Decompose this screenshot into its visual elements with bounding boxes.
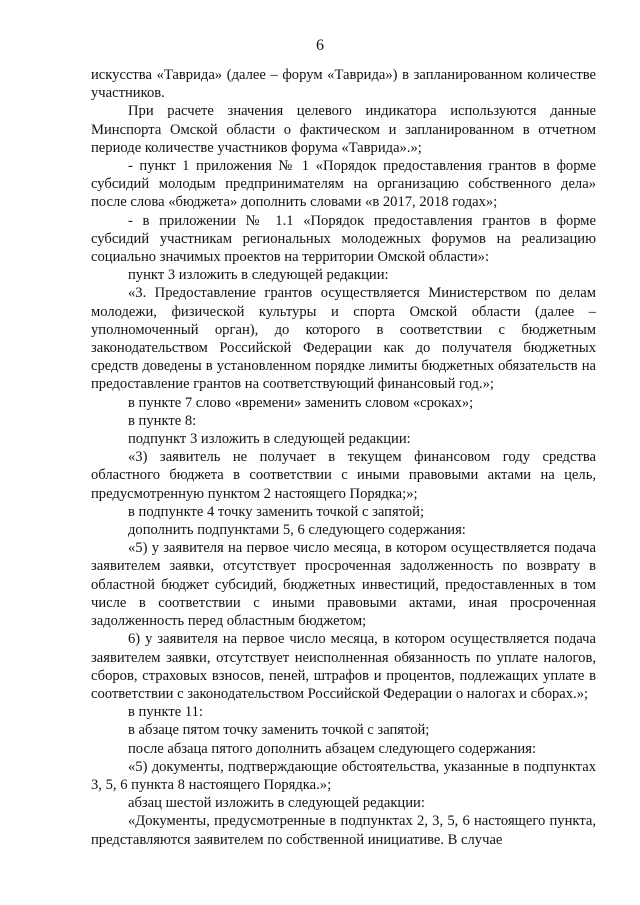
paragraph: после абзаца пятого дополнить абзацем следующего содержания: [128, 740, 536, 757]
paragraph: - пункт 1 приложения № 1 «Порядок предоставления грантов в форме субсидий молодым предпринимателям на организацию собственного дела» после слова «бюджета» дополнить словами «в 2017, 2018 годах»; [91, 158, 596, 211]
paragraph: «3. Предоставление грантов осуществляется Министерством по делам молодежи, физической культуры и спорта Омской области (далее – уполномоченный орган), до которого в соответствии с бюджетным законодательством Российской Федерации как до получателя бюджетных средств доведены в установленном порядке лимиты бюджетных обязательств на предоставление грантов на соответствующий финансовый год.»; [91, 285, 596, 393]
paragraph: «5) документы, подтверждающие обстоятельства, указанные в подпунктах 3, 5, 6 пункта 8 настоящего Порядка.»; [91, 758, 596, 793]
paragraph: «3) заявитель не получает в текущем финансовом году средства областного бюджета в соответствии с иными правовыми актами на цель, предусмотренную пунктом 2 настоящего Порядка;»; [91, 449, 596, 502]
paragraph: искусства «Таврида» (далее – форум «Таврида») в запланированном количестве участников. [91, 67, 596, 102]
paragraph: «5) у заявителя на первое число месяца, в котором осуществляется подача заявителем заявки, отсутствует просроченная задолженность по возврату в областной бюджет субсидий, бюджетных инвестиций, предоставленных в том числе в соответствии с иными правовыми актами, иная просроченная задолженность перед областным бюджетом; [91, 540, 596, 630]
page-number: 6 [316, 37, 324, 54]
paragraph: подпункт 3 изложить в следующей редакции: [128, 431, 411, 448]
paragraph: в пункте 11: [128, 704, 203, 721]
paragraph: дополнить подпунктами 5, 6 следующего содержания: [128, 522, 466, 539]
paragraph: При расчете значения целевого индикатора используются данные Минспорта Омской области о фактическом и запланированном в отчетном периоде количестве участников форума «Таврида».»; [91, 103, 596, 156]
paragraph: в подпункте 4 точку заменить точкой с запятой; [128, 503, 425, 520]
paragraph: в пункте 8: [128, 412, 197, 429]
paragraph: абзац шестой изложить в следующей редакции: [128, 795, 425, 812]
paragraph: в абзаце пятом точку заменить точкой с запятой; [128, 722, 430, 739]
paragraph: «Документы, предусмотренные в подпунктах 2, 3, 5, 6 настоящего пункта, представляются заявителем по собственной инициативе. В случае [91, 813, 596, 848]
document-body [91, 66, 596, 849]
paragraph: 6) у заявителя на первое число месяца, в котором осуществляется подача заявителем заявки, отсутствует неисполненная обязанность по уплате налогов, сборов, страховых взносов, пеней, штрафов и процентов, подлежащих уплате в соответствии с законодательством Российской Федерации о налогах и сборах.»; [91, 631, 596, 702]
paragraph: - в приложении № 1.1 «Порядок предоставления грантов в форме субсидий участникам региональных молодежных форумов на реализацию социально значимых проектов на территории Омской области»: [91, 212, 596, 266]
paragraph: в пункте 7 слово «времени» заменить словом «сроках»; [128, 394, 474, 411]
paragraph: пункт 3 изложить в следующей редакции: [128, 267, 389, 284]
